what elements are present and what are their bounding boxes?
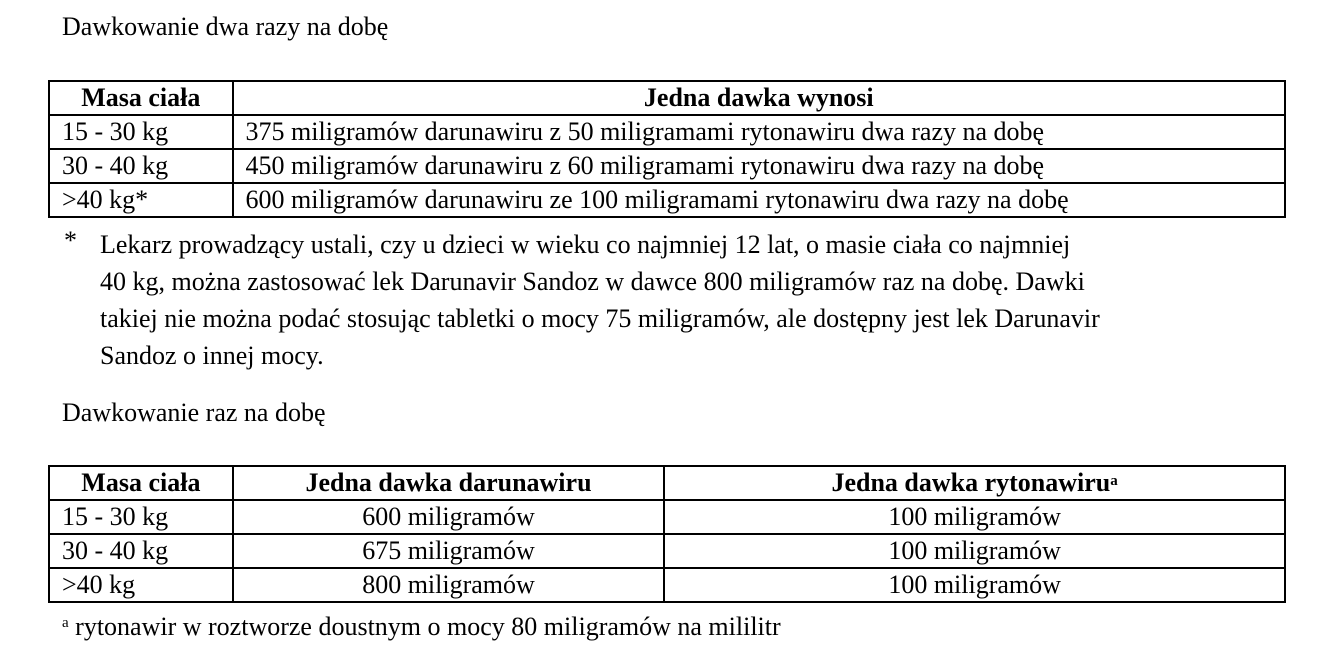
column-header-darunavir-dose: Jedna dawka darunawiru — [233, 466, 664, 500]
footnote-text-a: rytonawir w roztworze doustnym o mocy 80 miligramów na mililitr — [75, 612, 781, 641]
table-cell-ritonavir: 100 miligramów — [664, 500, 1285, 534]
table-cell-ritonavir: 100 miligramów — [664, 534, 1285, 568]
table-cell-dose: 375 miligramów darunawiru z 50 miligramami rytonawiru dwa razy na dobę — [233, 115, 1285, 149]
table-cell-weight: 30 - 40 kg — [49, 534, 233, 568]
footnote-line: 40 kg, można zastosować lek Darunavir Sandoz w dawce 800 miligramów raz na dobę. Dawki — [100, 267, 1085, 296]
footnote-text-asterisk — [100, 226, 1270, 374]
column-header-body-weight: Masa ciała — [49, 81, 233, 115]
table-cell-ritonavir: 100 miligramów — [664, 568, 1285, 602]
column-header-single-dose: Jedna dawka wynosi — [233, 81, 1285, 115]
dosing-table-twice-daily — [48, 80, 1286, 218]
table-row — [49, 534, 1285, 568]
table-cell-weight: >40 kg — [49, 568, 233, 602]
footnote-marker-a: a — [62, 615, 69, 631]
table-cell-weight: 15 - 30 kg — [49, 500, 233, 534]
table-row — [49, 149, 1285, 183]
table-row — [49, 568, 1285, 602]
table-header-row — [49, 466, 1285, 500]
table-row — [49, 115, 1285, 149]
section-heading-once-daily: Dawkowanie raz na dobę — [62, 398, 326, 427]
table-row — [49, 500, 1285, 534]
table-cell-weight: 15 - 30 kg — [49, 115, 233, 149]
section-heading-twice-daily: Dawkowanie dwa razy na dobę — [62, 12, 389, 41]
column-header-ritonavir-dose — [664, 466, 1285, 500]
table-cell-darunavir: 675 miligramów — [233, 534, 664, 568]
footnote-ritonavir — [62, 612, 781, 642]
table-cell-dose: 600 miligramów darunawiru ze 100 miligramami rytonawiru dwa razy na dobę — [233, 183, 1285, 217]
table-cell-weight: >40 kg* — [49, 183, 233, 217]
footnote-superscript: a — [1110, 473, 1118, 489]
column-header-ritonavir-label: Jedna dawka rytonawiru — [831, 468, 1111, 497]
table-cell-darunavir: 600 miligramów — [233, 500, 664, 534]
footnote-line: takiej nie można podać stosując tabletki o mocy 75 miligramów, ale dostępny jest lek Darunavir — [100, 304, 1100, 333]
column-header-body-weight: Masa ciała — [49, 466, 233, 500]
footnote-line: Lekarz prowadzący ustali, czy u dzieci w wieku co najmniej 12 lat, o masie ciała co najmniej — [100, 230, 1071, 259]
table-row — [49, 183, 1285, 217]
table-cell-darunavir: 800 miligramów — [233, 568, 664, 602]
table-cell-weight: 30 - 40 kg — [49, 149, 233, 183]
table-header-row — [49, 81, 1285, 115]
dosing-table-once-daily — [48, 465, 1286, 603]
footnote-line: Sandoz o innej mocy. — [100, 341, 324, 370]
table-cell-dose: 450 miligramów darunawiru z 60 miligramami rytonawiru dwa razy na dobę — [233, 149, 1285, 183]
footnote-marker-asterisk: * — [64, 226, 77, 255]
